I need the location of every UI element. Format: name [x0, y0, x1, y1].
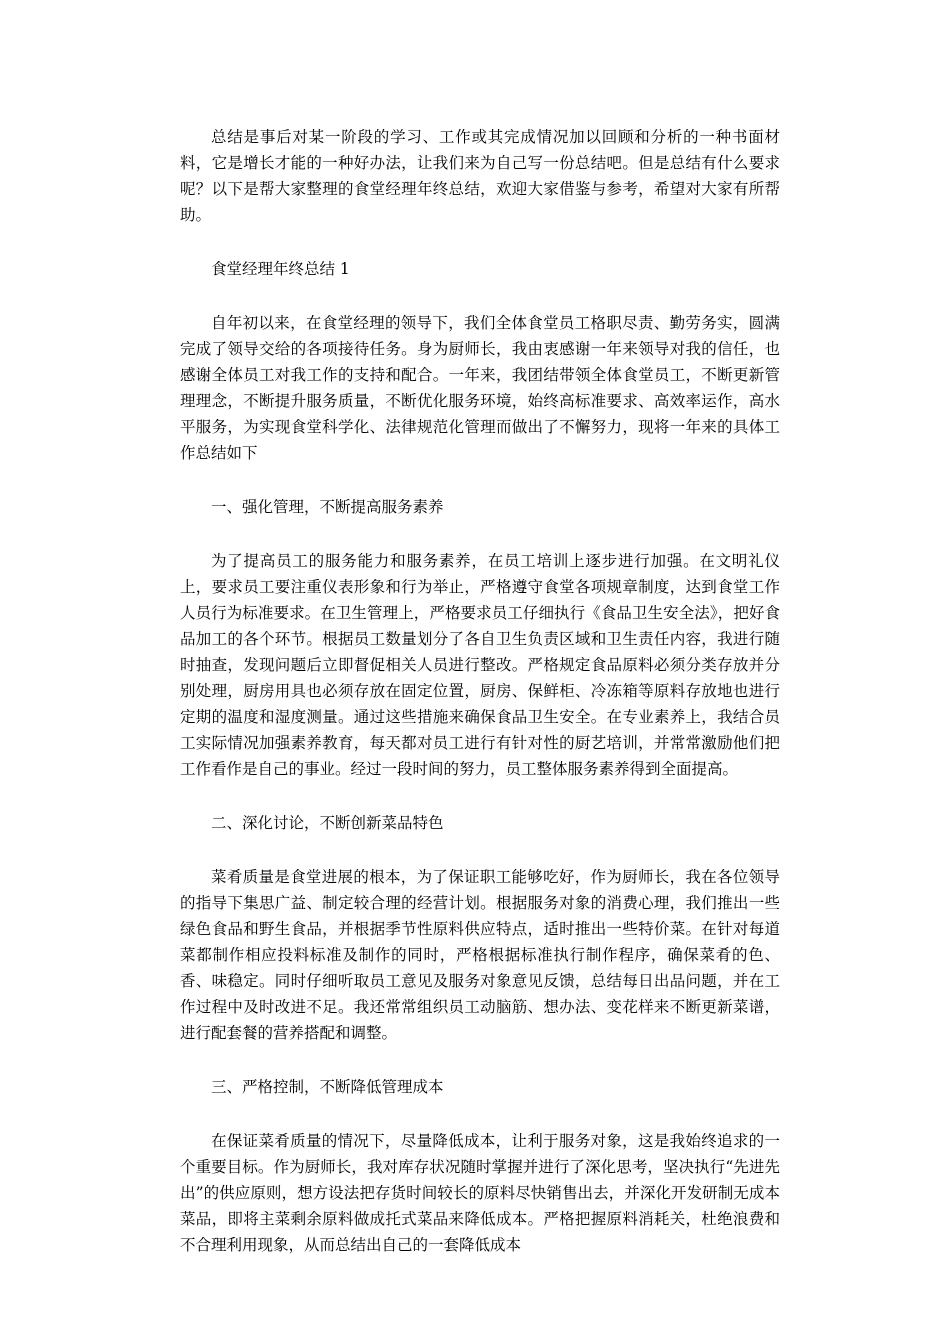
document-page: [180, 124, 780, 1286]
section-heading-2: 二、深化讨论，不断创新菜品特色: [211, 814, 444, 832]
section-body-3: 在保证菜肴质量的情况下，尽量降低成本，让利于服务对象，这是我始终追求的一个重要目标。作为厨师长，我对库存状况随时掌握并进行了深化思考，坚决执行“先进先出”的供应原则，想方设法把存货时间较长的原料尽快销售出去，并深化开发研制无成本菜品，即将主菜剩余原料做成托式菜品来降低成本。严格把握原料消耗关，杜绝浪费和不合理利用现象，从而总结出自己的一套降低成本: [180, 1132, 780, 1254]
section-body-2: 菜肴质量是食堂进展的根本，为了保证职工能够吃好，作为厨师长，我在各位领导的指导下集思广益、制定较合理的经营计划。根据服务对象的消费心理，我们推出一些绿色食品和野生食品，并根据季节性原料供应特点，适时推出一些特价菜。在针对每道菜都制作相应投料标准及制作的同时，严格根据标准执行制作程序，确保菜肴的色、香、味稳定。同时仔细听取员工意见及服务对象意见反馈，总结每日出品问题，并在工作过程中及时改进不足。我还常常组织员工动脑筋、想办法、变花样来不断更新菜谱，进行配套餐的营养搭配和调整。: [180, 868, 780, 1042]
section-heading-1: 一、强化管理，不断提高服务素养: [211, 498, 444, 516]
section-heading-3: 三、严格控制，不断降低管理成本: [211, 1078, 444, 1096]
intro-paragraph: 总结是事后对某一阶段的学习、工作或其完成情况加以回顾和分析的一种书面材料，它是增长才能的一种好办法，让我们来为自己写一份总结吧。但是总结有什么要求呢？以下是帮大家整理的食堂经理年终总结，欢迎大家借鉴与参考，希望对大家有所帮助。: [180, 128, 780, 224]
opening-paragraph: 自年初以来，在食堂经理的领导下，我们全体食堂员工格职尽责、勤劳务实，圆满完成了领导交给的各项接待任务。身为厨师长，我由衷感谢一年来领导对我的信任，也感谢全体员工对我工作的支持和配合。一年来，我团结带领全体食堂员工，不断更新管理理念，不断提升服务质量，不断优化服务环境，始终高标准要求、高效率运作，高水平服务，为实现食堂科学化、法律规范化管理而做出了不懈努力，现将一年来的具体工作总结如下: [180, 314, 780, 462]
document-title: 食堂经理年终总结 1: [211, 260, 350, 278]
section-body-1: 为了提高员工的服务能力和服务素养，在员工培训上逐步进行加强。在文明礼仪上，要求员工要注重仪表形象和行为举止，严格遵守食堂各项规章制度，达到食堂工作人员行为标准要求。在卫生管理上，严格要求员工仔细执行《食品卫生安全法》，把好食品加工的各个环节。根据员工数量划分了各自卫生负责区域和卫生责任内容，我进行随时抽查，发现问题后立即督促相关人员进行整改。严格规定食品原料必须分类存放并分别处理，厨房用具也必须存放在固定位置，厨房、保鲜柜、冷冻箱等原料存放地也进行定期的温度和湿度测量。通过这些措施来确保食品卫生安全。在专业素养上，我结合员工实际情况加强素养教育，每天都对员工进行有针对性的厨艺培训，并常常激励他们把工作看作是自己的事业。经过一段时间的努力，员工整体服务素养得到全面提高。: [180, 552, 780, 778]
